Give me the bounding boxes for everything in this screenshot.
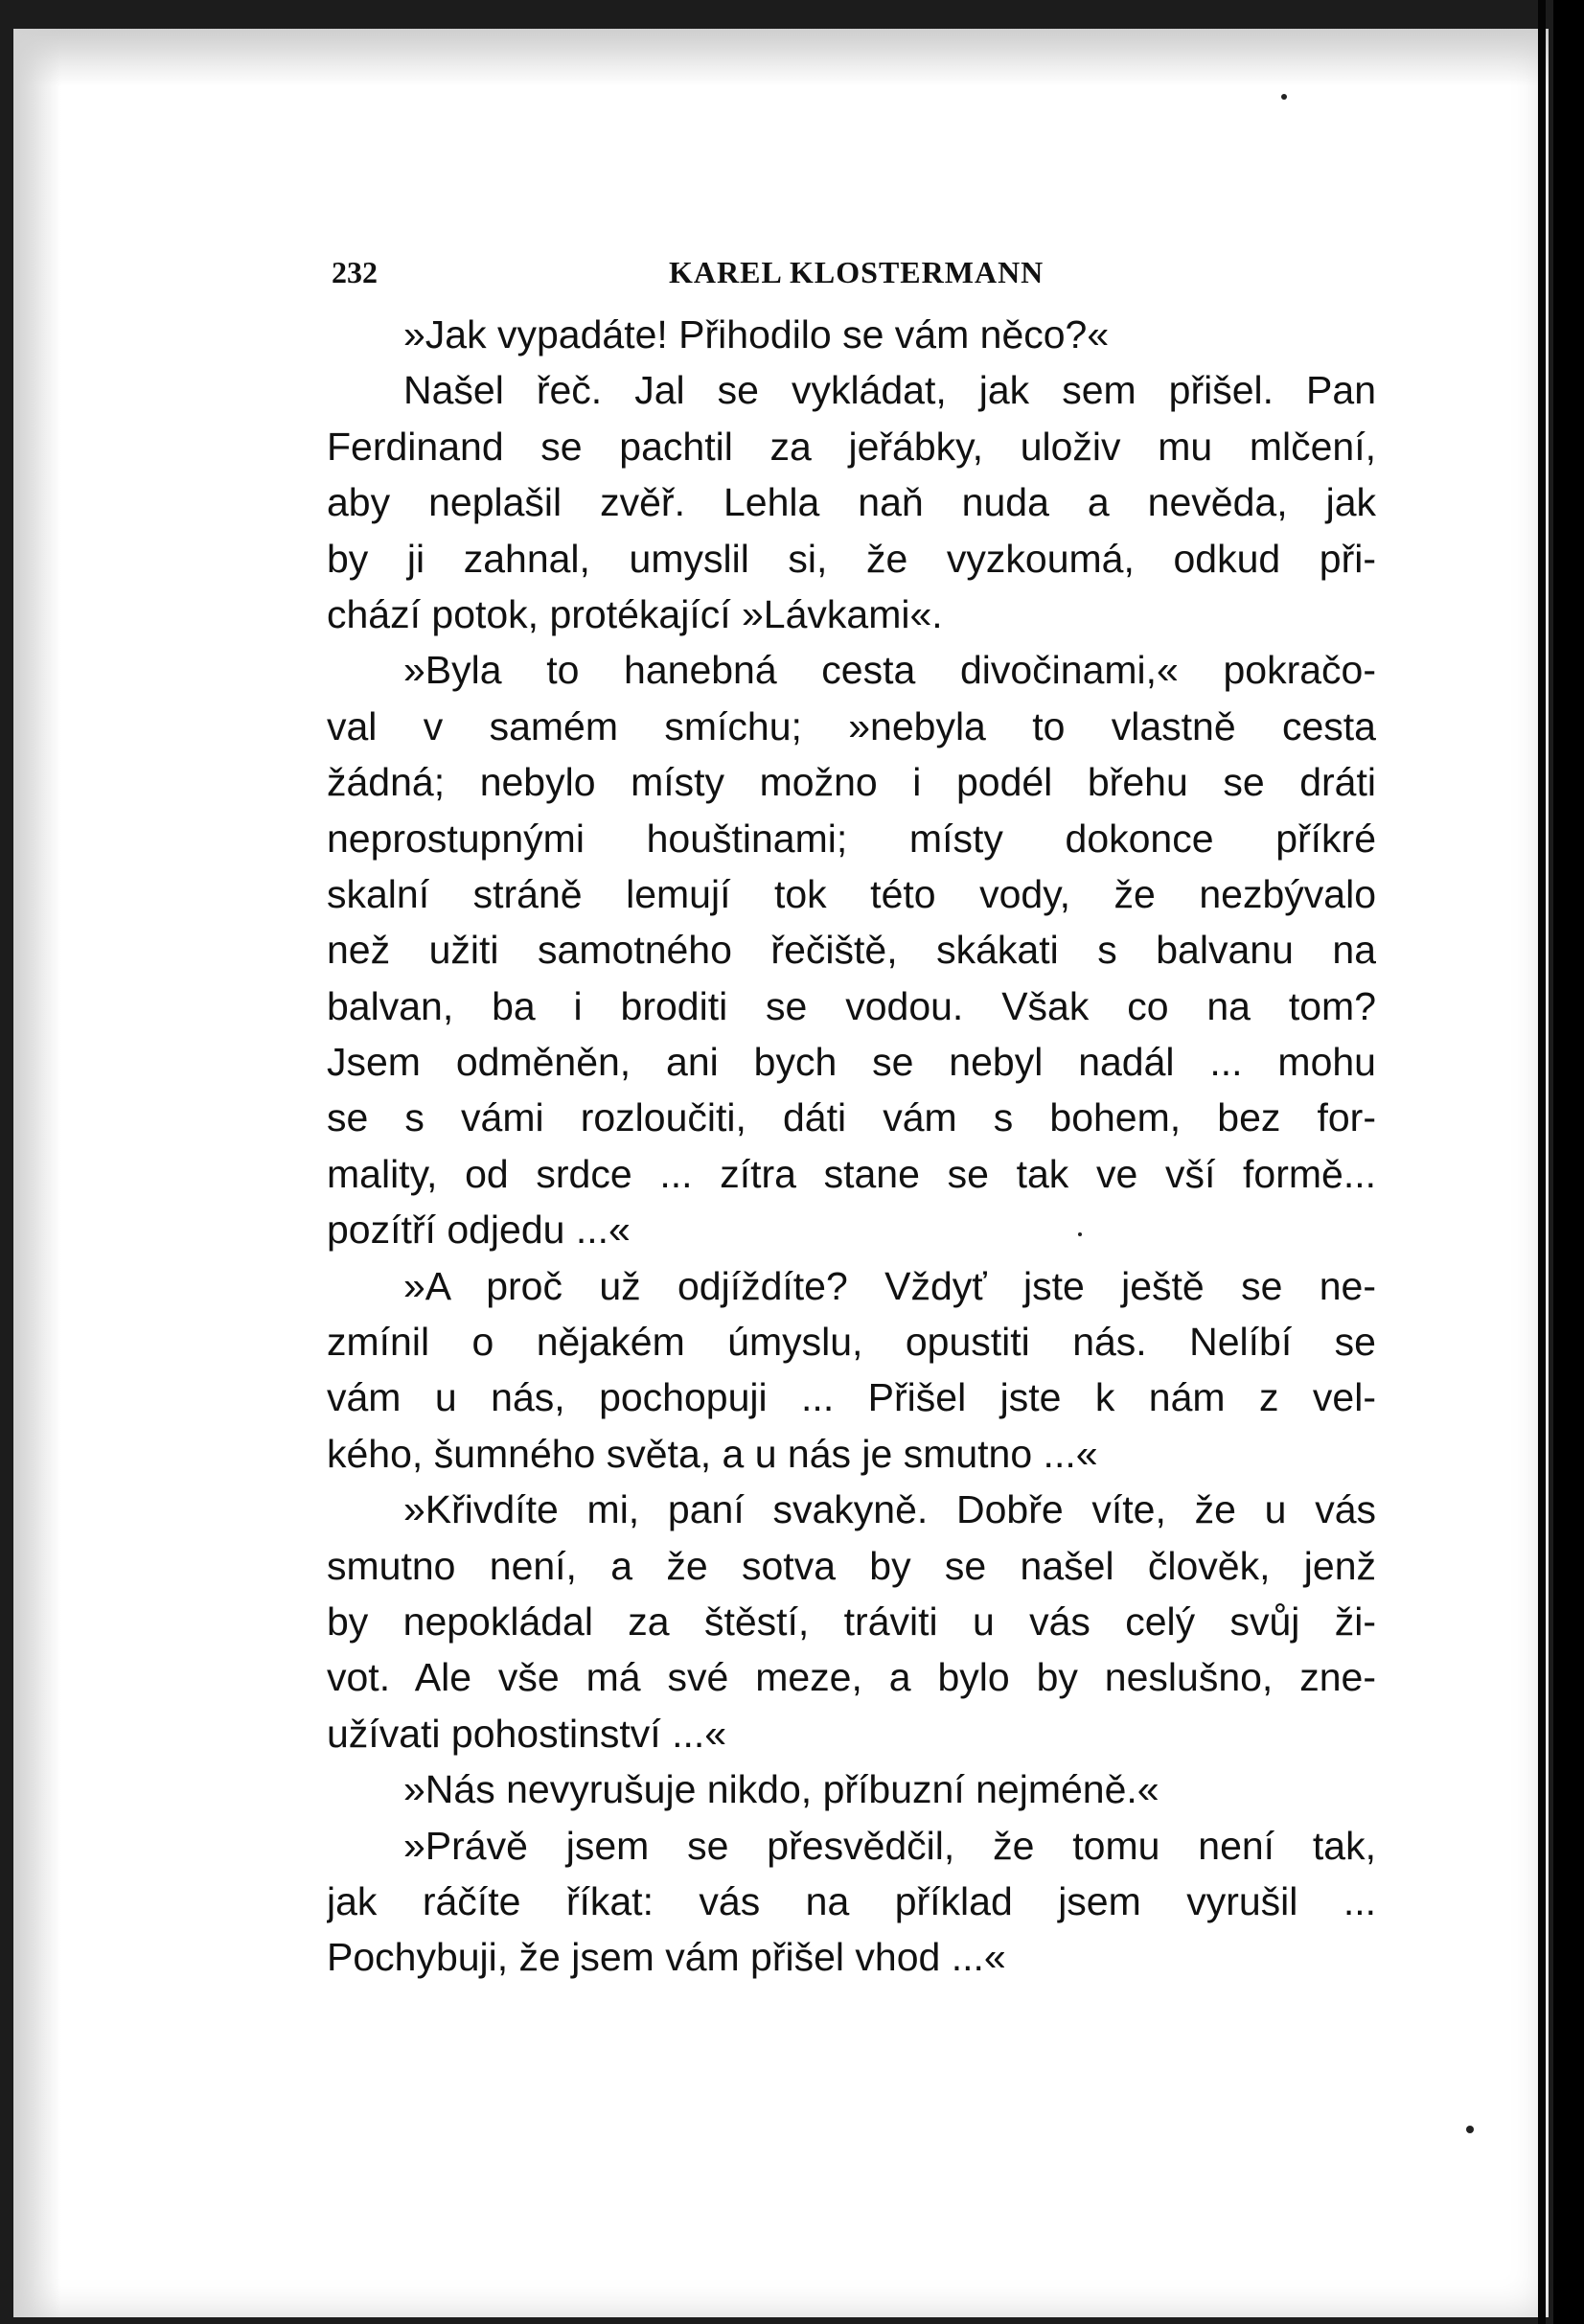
- body-text: [327, 307, 1376, 1986]
- running-title: KAREL KLOSTERMANN: [669, 255, 1045, 289]
- text-line: Ferdinand se pachtil za jeřábky, uloživ mu mlčení,: [327, 424, 1376, 469]
- scan-edge: [1538, 0, 1546, 2324]
- text-line: než užiti samotného řečiště, skákati s balvanu na: [327, 928, 1376, 973]
- text-line: by ji zahnal, umyslil si, že vyzkoumá, odkud při-: [327, 536, 1376, 581]
- scan-speck: [1281, 94, 1287, 100]
- page-number: 232: [332, 255, 378, 289]
- text-line: skalní stráně lemují tok této vody, že nezbývalo: [327, 871, 1376, 916]
- text-line: vot. Ale vše má své meze, a bylo by neslušno, zne-: [327, 1655, 1376, 1700]
- text-line: kého, šumného světa, a u nás je smutno ...«: [327, 1431, 1098, 1476]
- text-line: val v samém smíchu; »nebyla to vlastně cesta: [327, 703, 1376, 748]
- text-line: »Právě jsem se přesvědčil, že tomu není tak,: [403, 1823, 1376, 1868]
- page-header: [332, 255, 1067, 297]
- text-line: mality, od srdce ... zítra stane se tak ve vší formě...: [327, 1151, 1376, 1196]
- text-line: »Nás nevyrušuje nikdo, příbuzní nejméně.«: [403, 1767, 1159, 1812]
- scan-speck: [1078, 1232, 1082, 1236]
- text-line: pozítří odjedu ...«: [327, 1208, 631, 1253]
- text-line: žádná; nebylo místy možno i podél břehu se dráti: [327, 760, 1376, 805]
- text-line: »Jak vypadáte! Přihodilo se vám něco?«: [403, 312, 1110, 357]
- text-line: aby neplašil zvěř. Lehla naň nuda a nevěda, jak: [327, 480, 1376, 525]
- text-line: balvan, ba i broditi se vodou. Však co na tom?: [327, 983, 1376, 1028]
- text-line: neprostupnými houštinami; místy dokonce příkré: [327, 816, 1376, 861]
- text-line: Jsem odměněn, ani bych se nebyl nadál ... mohu: [327, 1040, 1376, 1085]
- text-line: zmínil o nějakém úmyslu, opustiti nás. Nelíbí se: [327, 1320, 1376, 1365]
- text-line: užívati pohostinství ...«: [327, 1711, 727, 1756]
- text-line: »A proč už odjíždíte? Vždyť jste ještě se ne-: [403, 1263, 1376, 1308]
- scan-speck: [1466, 2126, 1474, 2133]
- text-line: chází potok, protékající »Lávkami«.: [327, 591, 943, 636]
- text-line: vám u nás, pochopuji ... Přišel jste k nám z vel-: [327, 1375, 1376, 1420]
- text-line: jak ráčíte říkat: vás na příklad jsem vyrušil ...: [327, 1878, 1376, 1923]
- text-line: »Byla to hanebná cesta divočinami,« pokračo-: [403, 648, 1376, 693]
- text-line: Našel řeč. Jal se vykládat, jak sem přišel. Pan: [403, 368, 1376, 413]
- scan-edge-dark: [1553, 0, 1584, 2324]
- text-line: smutno není, a že sotva by se našel člověk, jenž: [327, 1543, 1376, 1588]
- text-line: »Křivdíte mi, paní svakyně. Dobře víte, že u vás: [403, 1487, 1376, 1532]
- text-line: by nepokládal za štěstí, tráviti u vás celý svůj ži-: [327, 1599, 1376, 1644]
- text-line: se s vámi rozloučiti, dáti vám s bohem, bez for-: [327, 1095, 1376, 1140]
- text-line: Pochybuji, že jsem vám přišel vhod ...«: [327, 1935, 1006, 1980]
